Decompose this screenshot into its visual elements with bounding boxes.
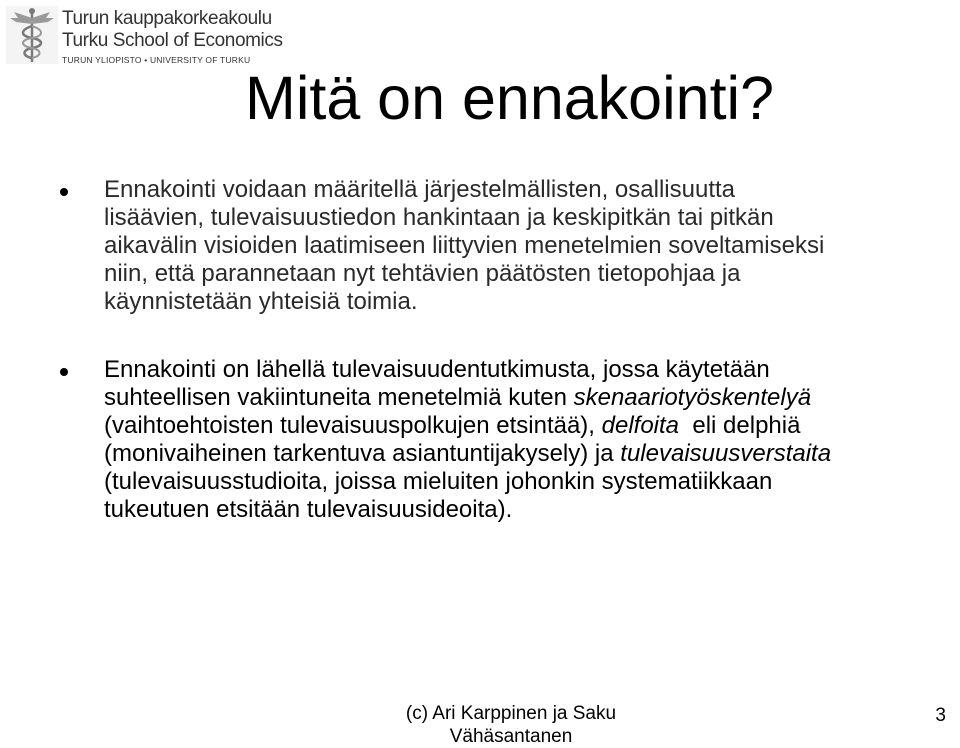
bullet-line-text: eli delphiä	[679, 412, 801, 439]
footer-author-line: (c) Ari Karppinen ja Saku	[405, 703, 617, 724]
italic-term: delfoita	[601, 412, 680, 439]
bullet-line	[104, 440, 950, 468]
bullet-line: käynnistetään yhteisiä toimia.	[104, 288, 418, 315]
bullet-dot-icon	[60, 368, 68, 376]
footer-author-line: Vähäsantanen	[449, 726, 573, 747]
university-logo	[6, 6, 283, 68]
bullet-line-text: suhteellisen vakiintuneita menetelmiä kuten	[104, 384, 574, 411]
bullet-futures-research	[60, 356, 950, 524]
bullet-line: aikavälin visioiden laatimiseen liittyvien menetelmien soveltamiseksi	[104, 232, 825, 259]
bullet-line	[104, 384, 950, 412]
slide-title: Mitä on ennakointi?	[245, 64, 775, 132]
bullet-line: lisäävien, tulevaisuustiedon hankintaan ja keskipitkän tai pitkän	[104, 204, 774, 231]
bullet-line: Ennakointi voidaan määritellä järjestelmällisten, osallisuutta	[104, 176, 735, 203]
italic-term: tulevaisuusverstaita	[620, 440, 832, 467]
caduceus-emblem-icon	[6, 6, 58, 64]
footer-author	[380, 702, 642, 748]
bullet-dot-icon	[60, 188, 68, 196]
logo-name-finnish: Turun kauppakorkeakoulu	[62, 8, 272, 29]
logo-name-english: Turku School of Economics	[62, 30, 283, 51]
italic-term: skenaariotyöskentelyä	[573, 384, 812, 411]
bullet-line	[104, 412, 950, 440]
bullet-definition	[60, 176, 950, 316]
bullet-line-text: (monivaiheinen tarkentuva asiantuntijakysely) ja	[104, 440, 621, 467]
bullet-line-text: (vaihtoehtoisten tulevaisuuspolkujen etsintää),	[104, 412, 602, 439]
page-number: 3	[935, 705, 946, 726]
logo-university-line: TURUN YLIOPISTO • UNIVERSITY OF TURKU	[62, 55, 251, 65]
bullet-line: niin, että parannetaan nyt tehtävien päätösten tietopohjaa ja	[104, 260, 741, 287]
bullet-line: Ennakointi on lähellä tulevaisuudentutkimusta, jossa käytetään	[104, 356, 770, 383]
bullet-text	[104, 176, 950, 316]
bullet-line: tukeutuen etsitään tulevaisuusideoita).	[104, 496, 513, 523]
bullet-line: (tulevaisuusstudioita, joissa mieluiten johonkin systematiikkaan	[104, 468, 773, 495]
bullet-text	[104, 356, 950, 524]
